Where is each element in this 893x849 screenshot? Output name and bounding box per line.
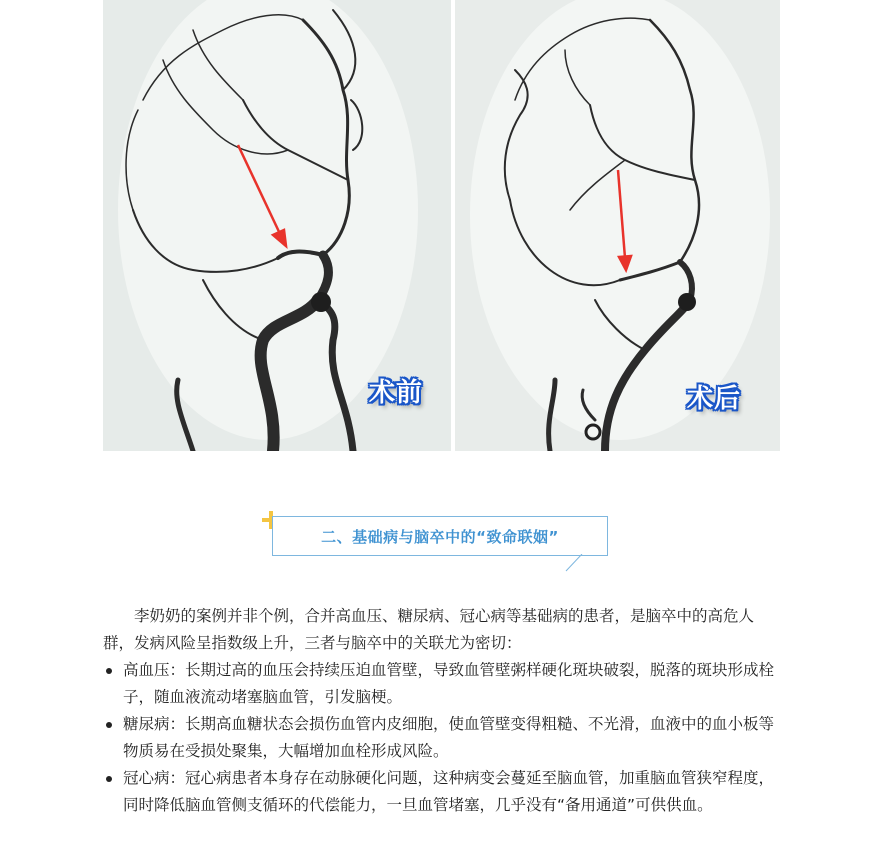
intro-paragraph: 李奶奶的案例并非个例，合并高血压、糖尿病、冠心病等基础病的患者，是脑卒中的高危人群，发病风险呈指数级上升，三者与脑卒中的关联尤为密切： bbox=[103, 607, 755, 652]
list-item bbox=[123, 657, 780, 711]
list-item-text: 高血压：长期过高的血压会持续压迫血管壁，导致血管壁粥样硬化斑块破裂，脱落的斑块形成栓子，随血液流动堵塞脑血管，引发脑梗。 bbox=[123, 661, 775, 706]
speech-tail-icon bbox=[560, 554, 590, 574]
bullet-icon bbox=[106, 668, 112, 674]
risk-factor-list bbox=[103, 657, 780, 819]
article-body bbox=[103, 603, 780, 819]
section-heading: 二、基础病与脑卒中的“致命联姻” bbox=[321, 527, 559, 546]
list-item bbox=[123, 765, 780, 819]
angiogram-before-image bbox=[103, 0, 451, 451]
list-item-text: 冠心病：冠心病患者本身存在动脉硬化问题，这种病变会蔓延至脑血管，加重脑血管狭窄程度，同时降低脑血管侧支循环的代偿能力，一旦血管堵塞，几乎没有“备用通道”可供供血。 bbox=[123, 769, 775, 814]
angiogram-after-image bbox=[455, 0, 780, 451]
bullet-icon bbox=[106, 722, 112, 728]
section-heading-box bbox=[272, 516, 608, 556]
before-label: 术前 bbox=[369, 378, 424, 408]
angiogram-comparison bbox=[103, 0, 780, 451]
after-label: 术后 bbox=[687, 384, 742, 414]
list-item bbox=[123, 711, 780, 765]
bullet-icon bbox=[106, 776, 112, 782]
list-item-text: 糖尿病：长期高血糖状态会损伤血管内皮细胞，使血管壁变得粗糙、不光滑，血液中的血小板等物质易在受损处聚集，大幅增加血栓形成风险。 bbox=[123, 715, 775, 760]
